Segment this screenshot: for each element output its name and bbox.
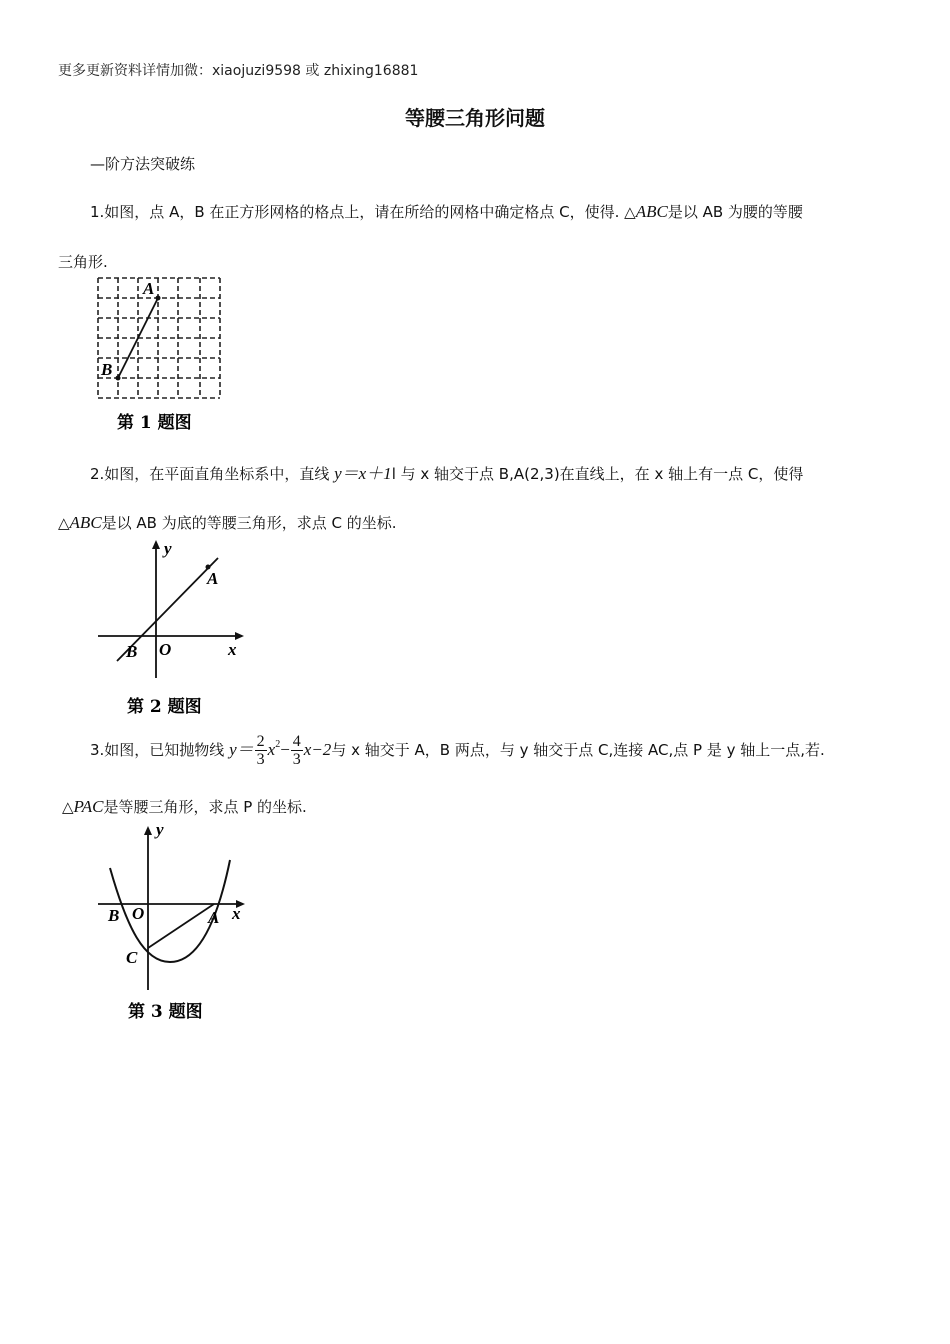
q2-math-line: y＝x＋1 [334,464,392,483]
q2-triangle-symbol: △ [58,514,70,532]
q1-line1 [90,201,803,223]
q2-y-arrow [152,540,160,549]
q1-figure [90,272,230,437]
q3-triangle-symbol: △ [62,798,74,816]
q2-text-post2: 是以 AB 为底的等腰三角形，求点 C 的坐标. [101,514,397,532]
q2-text-post: l 与 x 轴交于点 B,A(2,3)在直线上，在 x 轴上有一点 C，使得 [391,465,804,483]
q2-text-pre: 2.如图，在平面直角坐标系中，直线 [90,465,335,483]
q3-line1 [90,726,825,769]
q3-frac2-num: 4 [292,733,301,750]
q3-text-post2: 是等腰三角形，求点 P 的坐标. [103,798,307,816]
q3-eq-exp: 2 [275,739,281,750]
q1-text-post: 是以 AB 为腰的等腰 [667,203,803,221]
q2-label-y: y [164,539,172,558]
q3-eq-tail: x−2 [303,740,332,759]
q1-line2: 三角形. [58,253,108,271]
q2-label-o: O [159,640,172,659]
q2-figure [92,536,252,721]
q1-label-a: A [143,279,155,298]
q2-line2 [58,512,397,534]
q1-math-abc: ABC [635,202,668,221]
q2-caption: 第 2 题图 [127,697,202,717]
q3-frac2-den: 3 [292,751,301,768]
q1-label-b: B [101,360,113,379]
section-heading: —阶方法突破练 [90,155,196,173]
q3-frac1-den: 3 [256,751,265,768]
q3-label-o: O [132,904,145,923]
q3-eq-x: x [267,740,276,759]
q3-label-c: C [126,948,138,967]
q1-text-pre: 1.如图，点 A，B 在正方形网格的格点上，请在所给的网格中确定格点 C，使得. △ [90,203,636,221]
q1-point-b [116,376,121,381]
q2-label-b: B [126,642,138,661]
q2-label-x: x [228,640,237,659]
q2-line1 [90,463,803,485]
q1-point-a [156,296,161,301]
q3-y-arrow [144,826,152,835]
q2-math-abc: ABC [69,513,102,532]
q3-frac1-num: 2 [256,733,265,750]
q3-eq-minus: − [280,740,290,759]
q3-text-pre: 3.如图，已知抛物线 [90,741,230,759]
q3-eq-y: y＝ [229,740,254,759]
q3-line2 [62,796,307,818]
q2-label-a: A [207,569,219,588]
page-title: 等腰三角形问题 [405,106,545,130]
q3-text-post: 与 x 轴交于 A，B 两点，与 y 轴交于点 C,连接 AC,点 P 是 y 轴上一点,若. [331,741,825,759]
q1-caption: 第 1 题图 [117,413,192,433]
q3-label-b: B [108,906,120,925]
q3-label-y: y [156,820,164,839]
q3-segment-ac [148,904,214,948]
q3-caption: 第 3 题图 [128,1002,203,1022]
q3-figure [92,820,257,1030]
q3-label-x: x [232,904,241,923]
header-note: 更多更新资料详情加微：xiaojuzi9598 或 zhixing16881 [58,63,419,79]
q3-label-a: A [208,908,220,927]
q3-frac-2-3 [255,733,267,768]
q2-x-arrow [235,632,244,640]
q3-math-pac: PAC [73,797,104,816]
q3-frac-4-3 [291,733,303,768]
